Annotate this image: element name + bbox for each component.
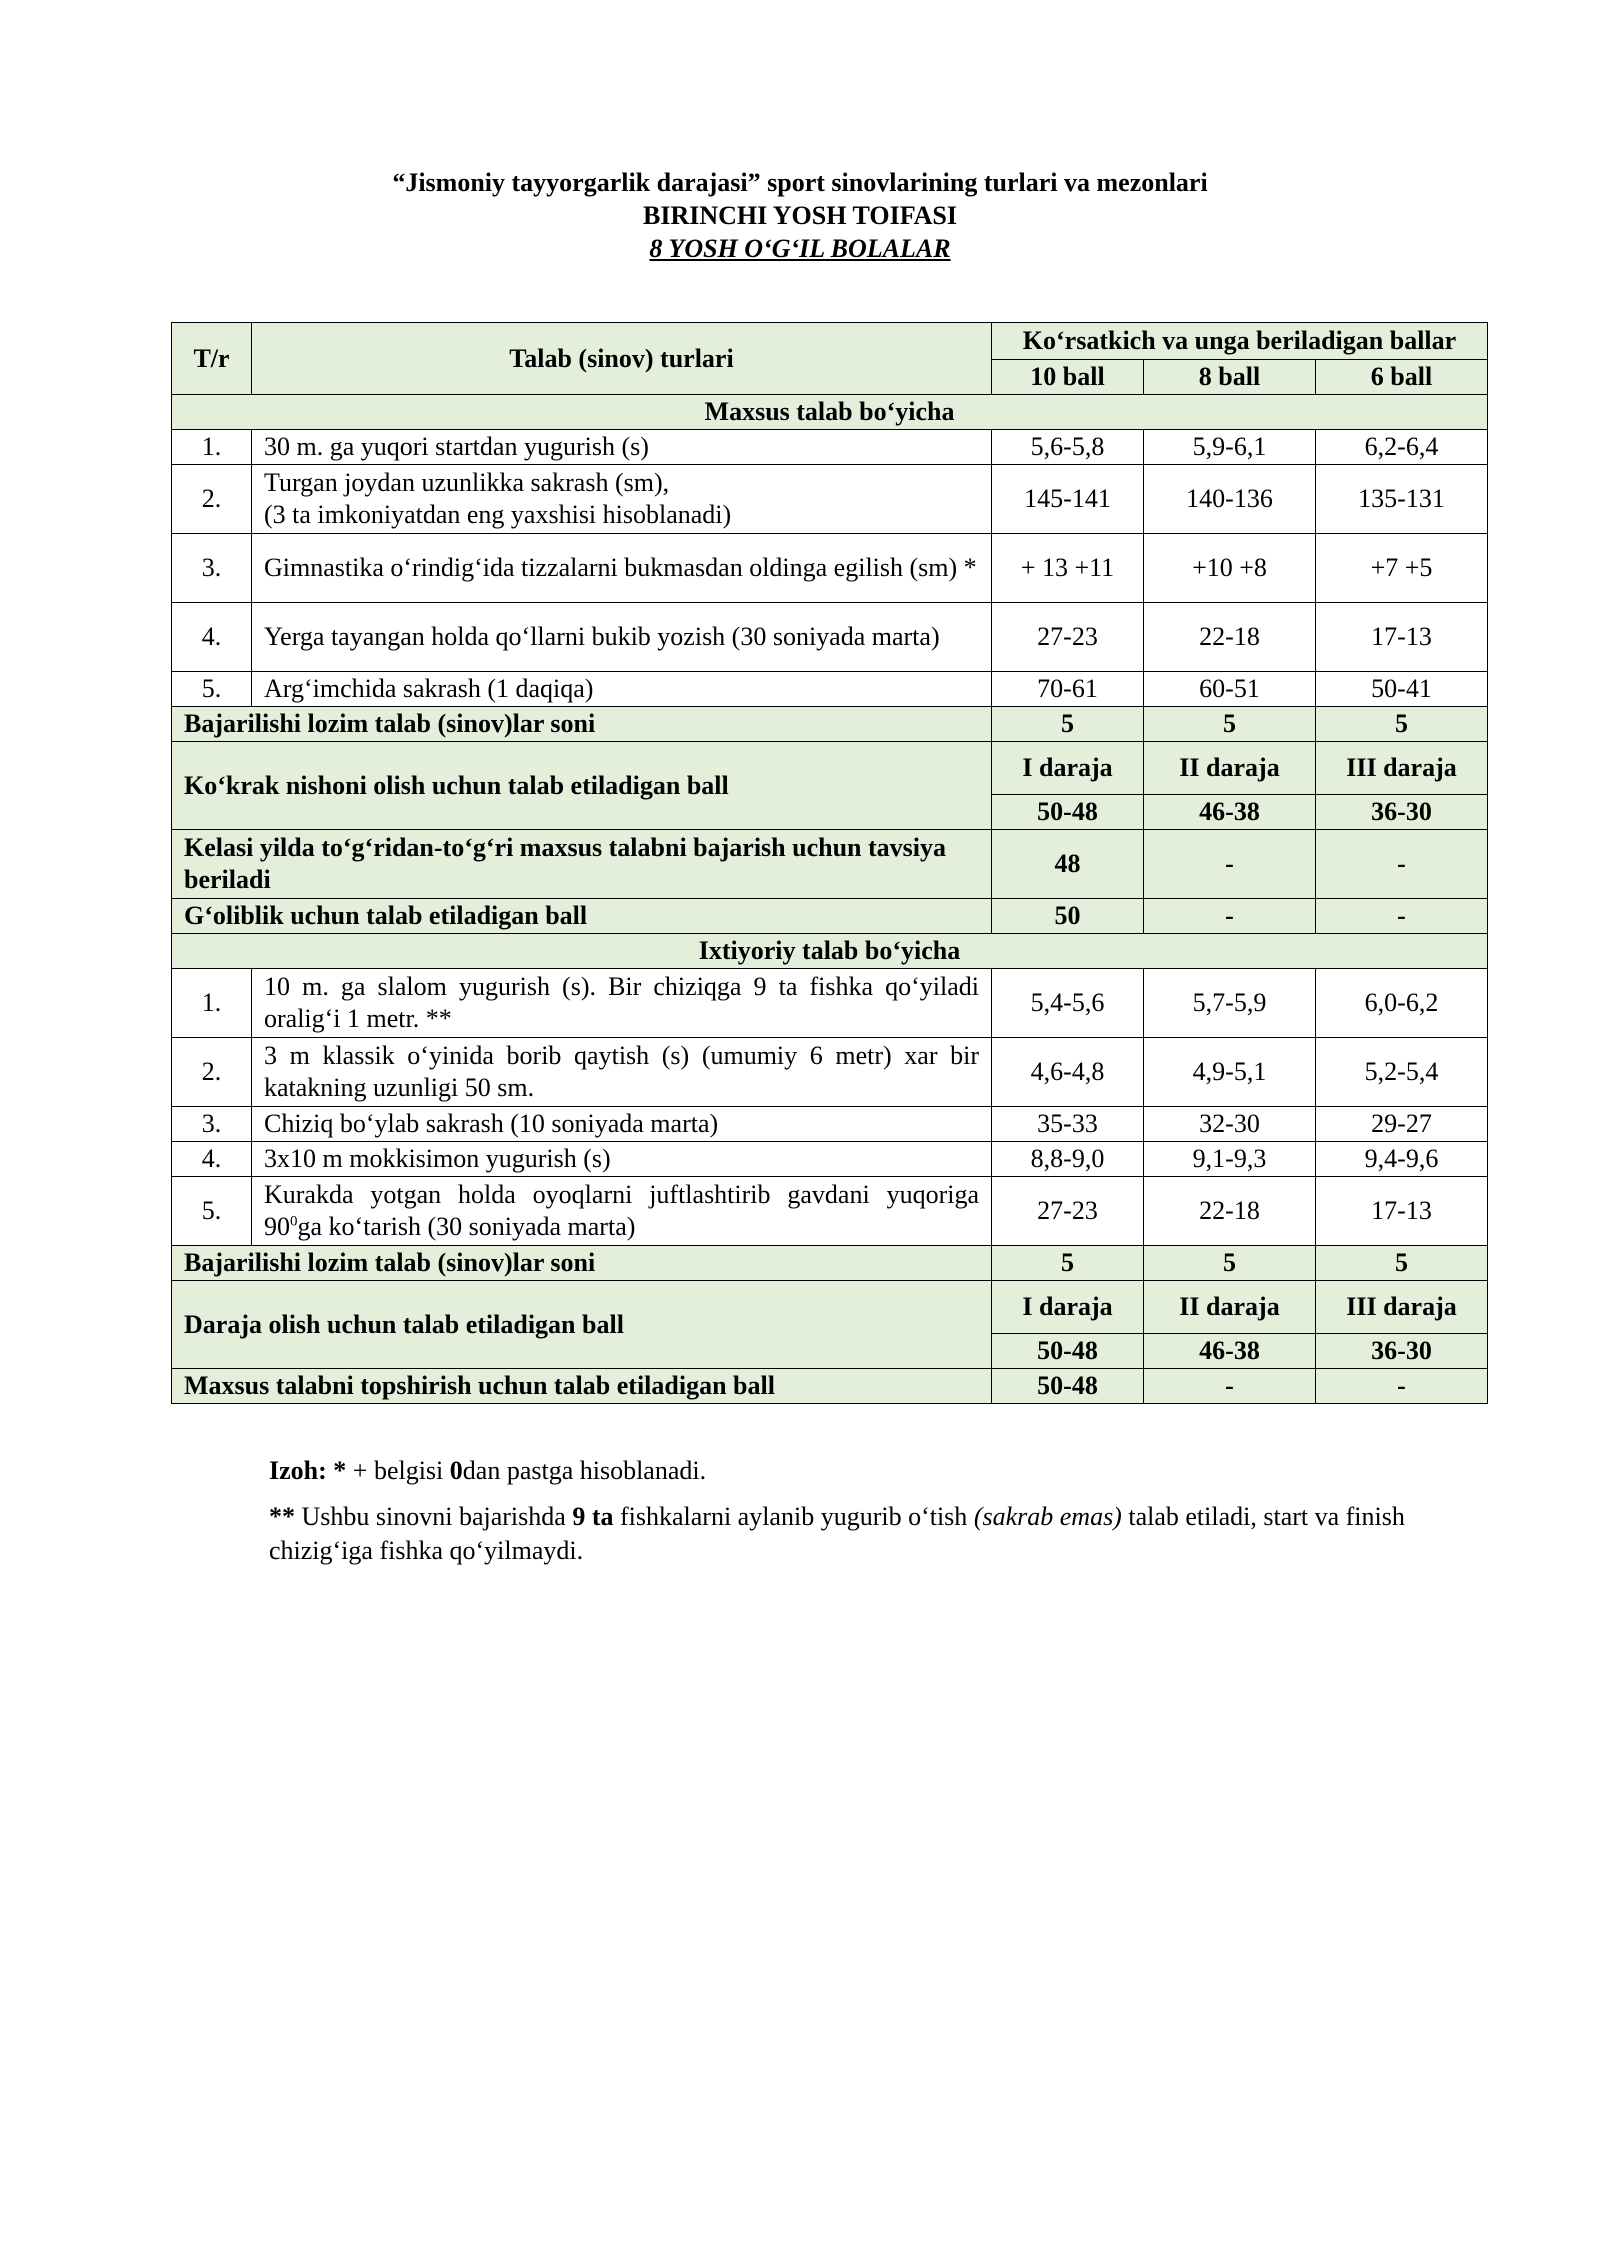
next-year-3: - (1316, 830, 1488, 899)
score-8: 22-18 (1144, 603, 1316, 672)
required-tests-label: Bajarilishi lozim talab (sinov)lar soni (172, 1246, 992, 1281)
test-name: Gimnastika o‘rindig‘ida tizzalarni bukmasdan oldinga egilish (sm) * (252, 534, 992, 603)
score-10: 5,4-5,6 (992, 969, 1144, 1038)
score-10: 70-61 (992, 672, 1144, 707)
special-points-label: Maxsus talabni topshirish uchun talab etiladigan ball (172, 1369, 992, 1404)
test-name-part-2: ga ko‘tarish (30 soniyada marta) (297, 1212, 636, 1241)
note-2-text-b: fishkalarni aylanib yugurib o‘tish (619, 1502, 968, 1531)
table-row (172, 672, 1488, 707)
test-name: Chiziq bo‘ylab sakrash (10 soniyada marta) (252, 1107, 992, 1142)
score-6: 17-13 (1316, 1177, 1488, 1246)
win-points-label: G‘oliblik uchun talab etiladigan ball (172, 899, 992, 934)
note-1 (269, 1454, 1449, 1488)
score-10: 4,6-4,8 (992, 1038, 1144, 1107)
standards-table (171, 322, 1488, 1404)
test-name: 30 m. ga yuqori startdan yugurish (s) (252, 430, 992, 465)
table-row (172, 430, 1488, 465)
row-number: 4. (172, 603, 252, 672)
document-header (0, 166, 1600, 265)
test-name: 10 m. ga slalom yugurish (s). Bir chiziqga 9 ta fishka qo‘yiladi oralig‘i 1 metr. ** (252, 969, 992, 1038)
score-10: 145-141 (992, 465, 1144, 534)
test-name (252, 1177, 992, 1246)
row-number: 3. (172, 1107, 252, 1142)
badge-points-3: 36-30 (1316, 795, 1488, 830)
required-10: 5 (992, 1246, 1144, 1281)
score-10: 5,6-5,8 (992, 430, 1144, 465)
level-1: I daraja (992, 1281, 1144, 1334)
table-row (172, 1142, 1488, 1177)
section-title-special: Maxsus talab bo‘yicha (172, 395, 1488, 430)
table-row (172, 603, 1488, 672)
summary-row (172, 742, 1488, 795)
test-name: 3x10 m mokkisimon yugurish (s) (252, 1142, 992, 1177)
next-year-1: 48 (992, 830, 1144, 899)
required-8: 5 (1144, 1246, 1316, 1281)
score-6: 6,2-6,4 (1316, 430, 1488, 465)
level-3: III daraja (1316, 1281, 1488, 1334)
col-header-number: T/r (172, 323, 252, 395)
age-category: BIRINCHI YOSH TOIFASI (642, 201, 958, 230)
age-group: 8 YOSH O‘G‘IL BOLALAR (649, 234, 951, 263)
badge-points-label: Ko‘krak nishoni olish uchun talab etiladigan ball (172, 742, 992, 830)
col-header-8: 8 ball (1144, 360, 1316, 395)
note-1-text-b: dan pastga hisoblanadi. (462, 1456, 707, 1485)
section-title-optional: Ixtiyoriy talab bo‘yicha (172, 934, 1488, 969)
score-8: 22-18 (1144, 1177, 1316, 1246)
summary-row (172, 707, 1488, 742)
col-header-10: 10 ball (992, 360, 1144, 395)
level-points-label: Daraja olish uchun talab etiladigan ball (172, 1281, 992, 1369)
special-points-2: - (1144, 1369, 1316, 1404)
test-name-line-2: (3 ta imkoniyatdan eng yaxshisi hisoblanadi) (264, 500, 732, 529)
score-8: 60-51 (1144, 672, 1316, 707)
level-1: I daraja (992, 742, 1144, 795)
col-header-6: 6 ball (1316, 360, 1488, 395)
note-1-text-a: + belgisi (352, 1456, 444, 1485)
required-8: 5 (1144, 707, 1316, 742)
score-8: 140-136 (1144, 465, 1316, 534)
summary-row (172, 899, 1488, 934)
note-2 (269, 1500, 1449, 1568)
win-points-2: - (1144, 899, 1316, 934)
win-points-1: 50 (992, 899, 1144, 934)
test-name-part-1: Kurakda yotgan holda oyoqlarni juftlashtirib gavdani yuqoriga 90 (264, 1180, 979, 1241)
row-number: 2. (172, 465, 252, 534)
level-points-2: 46-38 (1144, 1334, 1316, 1369)
note-2-text-a: Ushbu sinovni bajarishda (301, 1502, 566, 1531)
row-number: 1. (172, 430, 252, 465)
required-6: 5 (1316, 1246, 1488, 1281)
table-row (172, 1038, 1488, 1107)
test-name (252, 465, 992, 534)
score-6: 6,0-6,2 (1316, 969, 1488, 1038)
next-year-label: Kelasi yilda to‘g‘ridan-to‘g‘ri maxsus talabni bajarish uchun tavsiya beriladi (172, 830, 992, 899)
score-10: 8,8-9,0 (992, 1142, 1144, 1177)
level-points-1: 50-48 (992, 1334, 1144, 1369)
summary-row (172, 1281, 1488, 1334)
score-8: 4,9-5,1 (1144, 1038, 1316, 1107)
score-10: + 13 +11 (992, 534, 1144, 603)
score-10: 27-23 (992, 603, 1144, 672)
special-points-3: - (1316, 1369, 1488, 1404)
note-2-bold: 9 ta (572, 1502, 614, 1531)
required-tests-label: Bajarilishi lozim talab (sinov)lar soni (172, 707, 992, 742)
score-8: 9,1-9,3 (1144, 1142, 1316, 1177)
score-8: 5,9-6,1 (1144, 430, 1316, 465)
level-3: III daraja (1316, 742, 1488, 795)
summary-row (172, 1246, 1488, 1281)
table-row (172, 534, 1488, 603)
table-row (172, 1107, 1488, 1142)
score-10: 27-23 (992, 1177, 1144, 1246)
score-6: 135-131 (1316, 465, 1488, 534)
score-6: 5,2-5,4 (1316, 1038, 1488, 1107)
badge-points-1: 50-48 (992, 795, 1144, 830)
degree-superscript: 0 (290, 1213, 298, 1230)
table-row (172, 1177, 1488, 1246)
document-title: “Jismoniy tayyorgarlik darajasi” sport sinovlarining turlari va mezonlari (392, 168, 1208, 197)
note-1-zero: 0 (449, 1456, 463, 1485)
note-label: Izoh: (269, 1456, 327, 1485)
row-number: 2. (172, 1038, 252, 1107)
required-6: 5 (1316, 707, 1488, 742)
col-header-test: Talab (sinov) turlari (252, 323, 992, 395)
row-number: 4. (172, 1142, 252, 1177)
table-row (172, 969, 1488, 1038)
score-6: +7 +5 (1316, 534, 1488, 603)
level-2: II daraja (1144, 1281, 1316, 1334)
test-name: 3 m klassik o‘yinida borib qaytish (s) (umumiy 6 metr) xar bir katakning uzunligi 50 sm. (252, 1038, 992, 1107)
next-year-2: - (1144, 830, 1316, 899)
note-2-italic: (sakrab emas) (973, 1502, 1122, 1531)
row-number: 3. (172, 534, 252, 603)
summary-row (172, 830, 1488, 899)
level-2: II daraja (1144, 742, 1316, 795)
score-6: 9,4-9,6 (1316, 1142, 1488, 1177)
win-points-3: - (1316, 899, 1488, 934)
col-header-scores: Ko‘rsatkich va unga beriladigan ballar (992, 323, 1488, 360)
score-8: 5,7-5,9 (1144, 969, 1316, 1038)
footnotes (269, 1454, 1449, 1580)
note-1-marker: * (333, 1456, 347, 1485)
summary-row (172, 1369, 1488, 1404)
score-6: 17-13 (1316, 603, 1488, 672)
test-name-line-1: Turgan joydan uzunlikka sakrash (sm), (264, 468, 670, 497)
note-2-text-c: talab etiladi, start va finish chizig‘iga fishka qo‘yilmaydi. (269, 1502, 1405, 1565)
row-number: 1. (172, 969, 252, 1038)
test-name: Yerga tayangan holda qo‘llarni bukib yozish (30 soniyada marta) (252, 603, 992, 672)
row-number: 5. (172, 672, 252, 707)
note-2-marker: ** (269, 1502, 295, 1531)
score-8: +10 +8 (1144, 534, 1316, 603)
score-6: 29-27 (1316, 1107, 1488, 1142)
test-name: Arg‘imchida sakrash (1 daqiqa) (252, 672, 992, 707)
score-10: 35-33 (992, 1107, 1144, 1142)
score-8: 32-30 (1144, 1107, 1316, 1142)
score-6: 50-41 (1316, 672, 1488, 707)
level-points-3: 36-30 (1316, 1334, 1488, 1369)
row-number: 5. (172, 1177, 252, 1246)
special-points-1: 50-48 (992, 1369, 1144, 1404)
required-10: 5 (992, 707, 1144, 742)
badge-points-2: 46-38 (1144, 795, 1316, 830)
table-row (172, 465, 1488, 534)
